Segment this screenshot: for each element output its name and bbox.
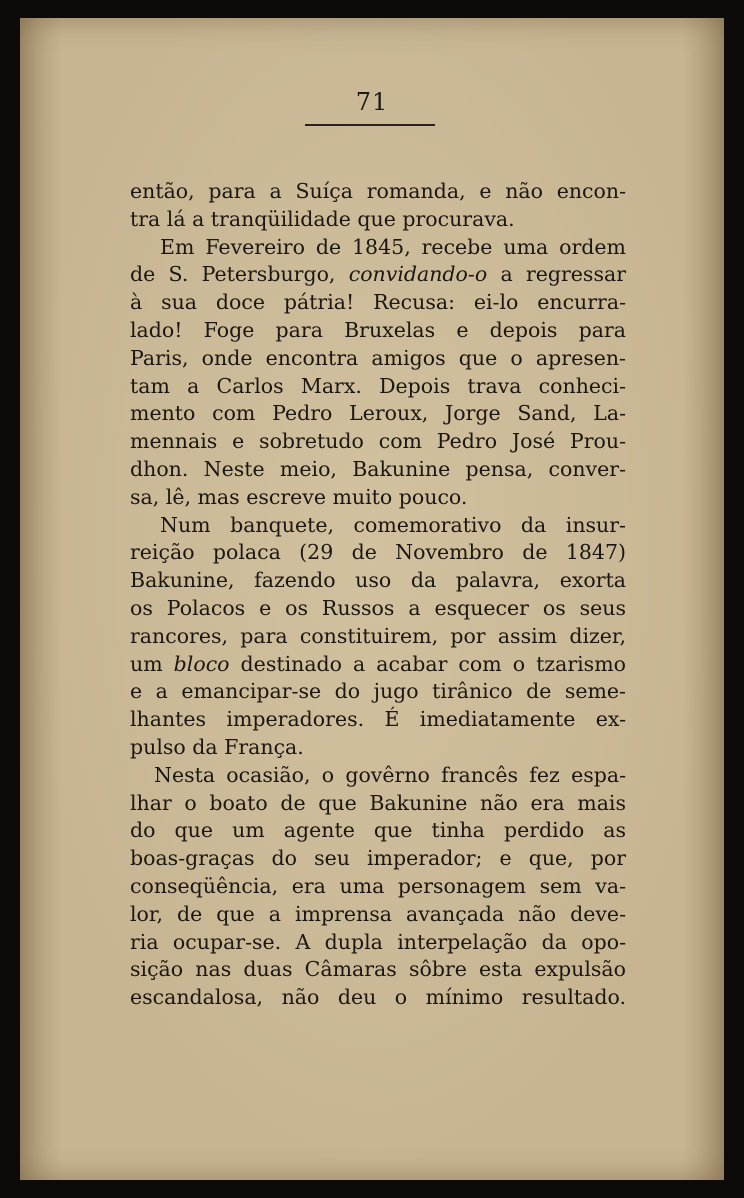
body-text — [130, 178, 626, 1012]
text-line: lado! Foge para Bruxelas e depois para — [130, 317, 626, 342]
text-line: pulso da França. — [130, 734, 304, 759]
page-number-rule — [305, 124, 435, 126]
text-line: dhon. Neste meio, Bakunine pensa, conver- — [130, 456, 626, 481]
text-line: lhar o boato de que Bakunine não era mais — [130, 790, 626, 815]
text-line: e a emancipar-se do jugo tirânico de seme- — [130, 679, 626, 704]
text-line: boas-graças do seu imperador; e que, por — [130, 846, 626, 871]
text-line: ria ocupar-se. A dupla interpelação da opo- — [130, 929, 626, 954]
text-line: sição nas duas Câmaras sôbre esta expulsão — [130, 957, 626, 982]
text-line: Nesta ocasião, o govêrno francês fez espa- — [154, 762, 626, 787]
text-line: então, para a Suíça romanda, e não encon- — [130, 179, 626, 203]
text-line: tam a Carlos Marx. Depois trava conheci- — [130, 373, 626, 398]
text-line: Em Fevereiro de 1845, recebe uma ordem — [160, 234, 626, 259]
text-line: de S. Petersburgo, convidando-o a regressar — [130, 262, 626, 287]
text-line: lor, de que a imprensa avançada não deve- — [130, 901, 626, 926]
text-line: do que um agente que tinha perdido as — [130, 818, 626, 843]
text-line: mennais e sobretudo com Pedro José Prou- — [130, 429, 626, 454]
text-line: um bloco destinado a acabar com o tzarismo — [130, 651, 626, 676]
text-line: conseqüência, era uma personagem sem va- — [130, 873, 626, 898]
text-line: Num banquete, comemorativo da insur- — [160, 512, 626, 537]
text-line: escandalosa, não deu o mínimo resultado. — [130, 985, 626, 1010]
text-line: lhantes imperadores. É imediatamente ex- — [130, 707, 626, 732]
text-line: os Polacos e os Russos a esquecer os seus — [130, 595, 626, 620]
text-line: à sua doce pátria! Recusa: ei-lo encurra- — [130, 290, 626, 315]
text-line: rancores, para constituirem, por assim dizer, — [130, 623, 626, 648]
text-line: Bakunine, fazendo uso da palavra, exorta — [130, 568, 626, 593]
page-number: 71 — [355, 88, 389, 116]
text-line: tra lá a tranqüilidade que procurava. — [130, 206, 515, 231]
text-line: mento com Pedro Leroux, Jorge Sand, La- — [130, 401, 626, 426]
text-line: reição polaca (29 de Novembro de 1847) — [130, 540, 626, 565]
text-line: Paris, onde encontra amigos que o apresen- — [130, 345, 626, 370]
text-line: sa, lê, mas escreve muito pouco. — [130, 484, 468, 509]
